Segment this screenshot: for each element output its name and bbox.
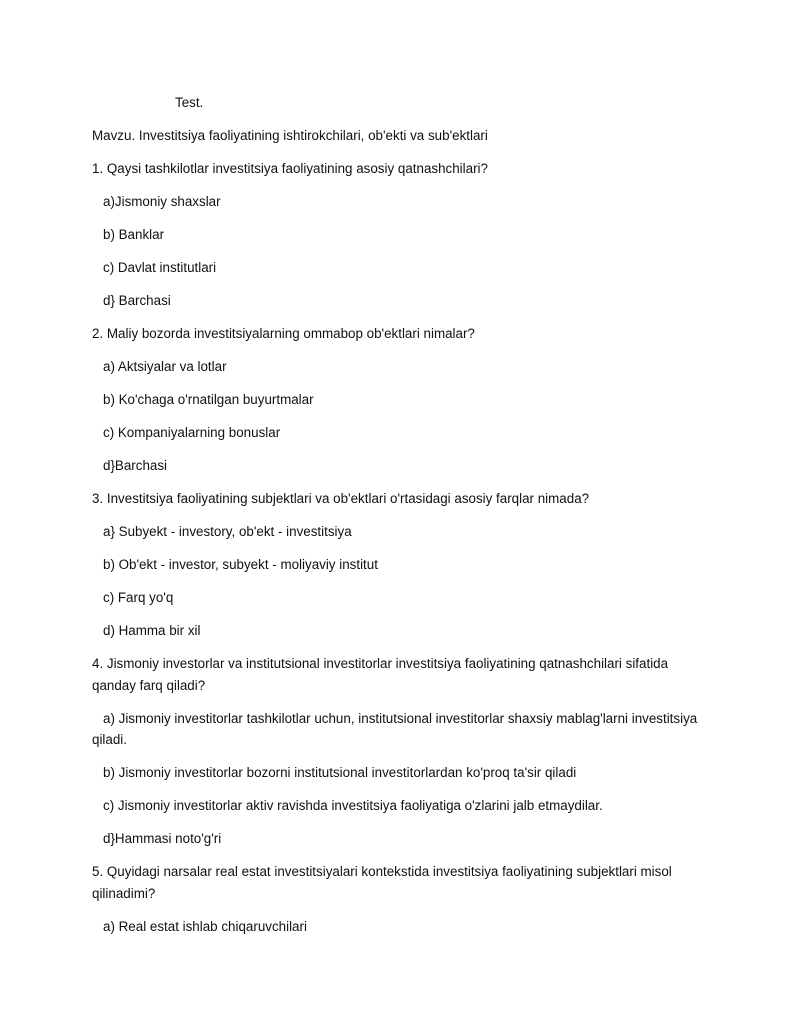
question-1-option-b: b) Banklar: [103, 227, 165, 242]
question-3-option-c: c) Farq yo'q: [103, 590, 174, 605]
question-4-option-b: b) Jismoniy investitorlar bozorni institutsional investitorlardan ko'proq ta'sir qiladi: [103, 765, 577, 780]
question-4-option-d: d}Hammasi noto'g'ri: [103, 831, 222, 846]
question-3-option-b: b) Ob'ekt - investor, subyekt - moliyaviy institut: [103, 557, 378, 572]
question-5: 5. Quyidagi narsalar real estat investitsiyalari kontekstida investitsiya faoliyatining subjektlari misol qilinadimi?: [92, 864, 672, 901]
question-2-option-d: d}Barchasi: [103, 458, 168, 473]
question-4-option-c: c) Jismoniy investitorlar aktiv ravishda investitsiya faoliyatiga o'zlarini jalb etmaydilar.: [103, 798, 603, 813]
question-1: 1. Qaysi tashkilotlar investitsiya faoliyatining asosiy qatnashchilari?: [92, 161, 488, 176]
question-1-option-c: c) Davlat institutlari: [103, 260, 217, 275]
question-2-option-a: a) Aktsiyalar va lotlar: [103, 359, 227, 374]
question-2-option-c: c) Kompaniyalarning bonuslar: [103, 425, 281, 440]
question-4-option-a: a) Jismoniy investitorlar tashkilotlar uchun, institutsional investitorlar shaxsiy mablag'larni investitsiya qiladi.: [92, 710, 698, 747]
question-3-option-a: a} Subyekt - investory, ob'ekt - investitsiya: [103, 524, 352, 539]
question-3-option-d: d) Hamma bir xil: [103, 623, 201, 638]
question-1-option-d: d} Barchasi: [103, 293, 171, 308]
question-4: 4. Jismoniy investorlar va institutsional investitorlar investitsiya faoliyatining qatnashchilari sifatida qanday farq qiladi?: [92, 656, 669, 693]
document-body: [92, 92, 708, 949]
document-title: Test.: [175, 95, 204, 110]
question-5-option-a: a) Real estat ishlab chiqaruvchilari: [103, 918, 307, 934]
topic-line: Mavzu. Investitsiya faoliyatining ishtirokchilari, ob'ekti va sub'ektlari: [92, 128, 488, 143]
question-1-option-a: a)Jismoniy shaxslar: [103, 194, 221, 209]
question-3: 3. Investitsiya faoliyatining subjektlari va ob'ektlari o'rtasidagi asosiy farqlar nimada?: [92, 491, 590, 506]
question-2: 2. Maliy bozorda investitsiyalarning ommabop ob'ektlari nimalar?: [92, 326, 475, 341]
question-2-option-b: b) Ko'chaga o'rnatilgan buyurtmalar: [103, 392, 314, 407]
